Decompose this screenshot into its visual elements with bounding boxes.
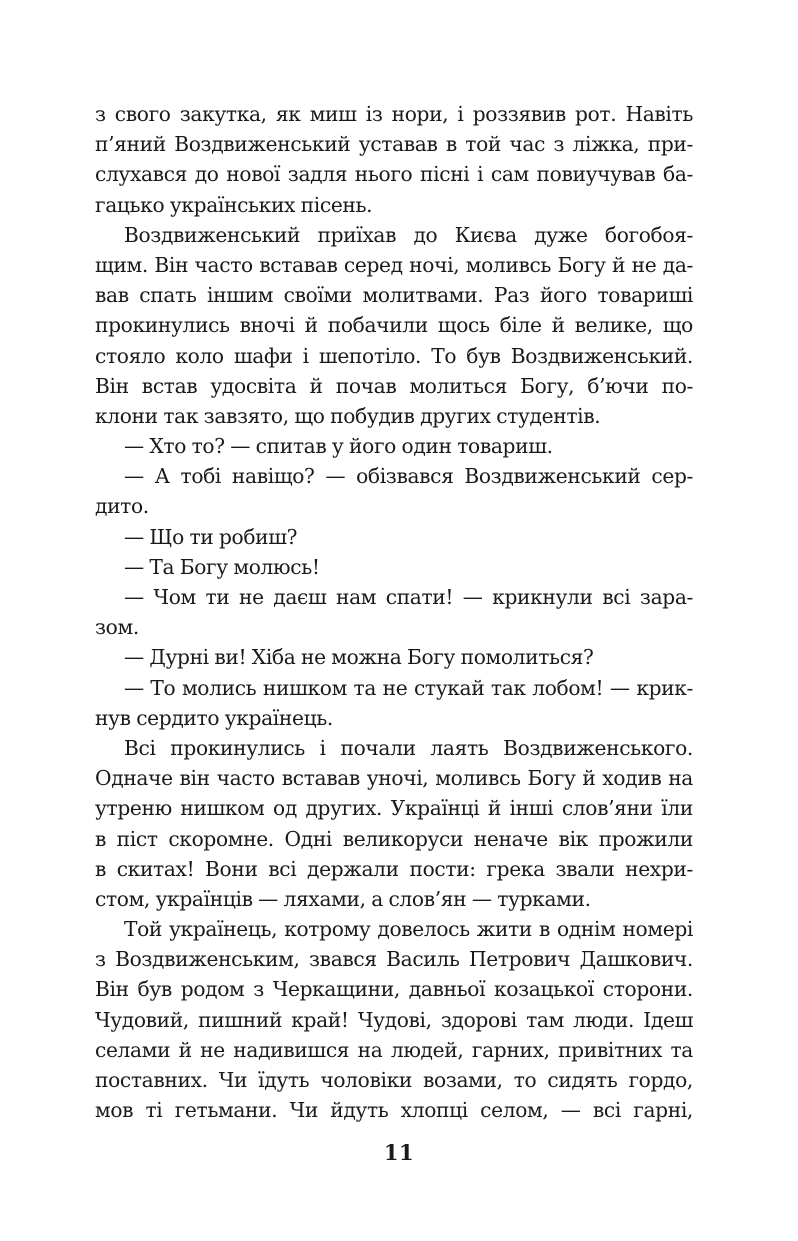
- text-line: Він встав удосвіта й почав молиться Богу, б’ючи по-: [95, 373, 693, 398]
- text-line: стом, українців — ляхами, а слов’ян — турками.: [95, 886, 591, 911]
- text-line: селами й не надивишся на людей, гарних, привітних та: [95, 1037, 693, 1062]
- text-line: поставних. Чи їдуть чоловіки возами, то сидять гордо,: [95, 1068, 693, 1092]
- text-line: — Чом ти не даєш нам спати! — крикнули всі зара-: [124, 585, 693, 609]
- text-line: — Що ти робиш?: [124, 524, 298, 549]
- text-line: Той українець, котрому довелось жити в однім номері: [124, 917, 693, 942]
- text-line: нув сердито українець.: [95, 705, 333, 730]
- page-text: [95, 99, 693, 1125]
- text-line: Він був родом з Черкащини, давньої козацької сторони.: [95, 977, 693, 1002]
- text-line: утреню нишком од других. Українці й інші слов’яни їли: [95, 796, 693, 821]
- text-line: стояло коло шафи і шепотіло. То був Воздвиженський.: [95, 343, 693, 368]
- text-line: зом.: [95, 615, 139, 640]
- text-line: з свого закутка, як миш із нори, і роззявив рот. Навіть: [95, 102, 693, 126]
- text-line: вав спать іншим своїми молитвами. Раз його товариші: [95, 283, 693, 308]
- text-line: — Хто то? — спитав у його один товариш.: [124, 434, 553, 459]
- text-line: щим. Він часто вставав серед ночі, моливсь Богу й не да-: [95, 252, 693, 277]
- text-line: з Воздвиженським, звався Василь Петрович Дашкович.: [95, 947, 693, 972]
- text-line: в піст скоромне. Одні великоруси неначе вік прожили: [95, 826, 693, 851]
- page-number: 11: [383, 1140, 415, 1165]
- text-line: в скитах! Вони всі держали пости: грека звали нехри-: [95, 856, 693, 881]
- text-line: — Дурні ви! Хіба не можна Богу помолиться?: [124, 645, 594, 670]
- text-line: п’яний Воздвиженський уставав в той час з ліжка, при-: [95, 132, 693, 157]
- text-line: — Та Богу молюсь!: [124, 554, 320, 579]
- text-line: Воздвиженський приїхав до Києва дуже богобоя-: [124, 222, 693, 247]
- text-line: — То молись нишком та не стукай так лобом! — крик-: [124, 675, 693, 700]
- text-line: Всі прокинулись і почали лаять Воздвиженського.: [124, 735, 693, 760]
- text-line: слухався до нової задля нього пісні і сам повиучував ба-: [95, 162, 693, 187]
- text-line: Чудовий, пишний край! Чудові, здорові там люди. Ідеш: [95, 1007, 693, 1032]
- text-line: Одначе він часто вставав уночі, моливсь Богу й ходив на: [95, 766, 693, 791]
- text-line: прокинулись вночі й побачили щось біле й велике, що: [95, 313, 693, 338]
- text-line: мов ті гетьмани. Чи йдуть хлопці селом, — всі гарні,: [95, 1098, 693, 1123]
- text-line: — А тобі навіщо? — обізвався Воздвиженський сер-: [124, 464, 693, 489]
- text-line: гацько українських пісень.: [95, 192, 373, 217]
- text-line: дито.: [95, 494, 149, 519]
- text-line: клони так завзято, що побудив других студентів.: [95, 403, 601, 428]
